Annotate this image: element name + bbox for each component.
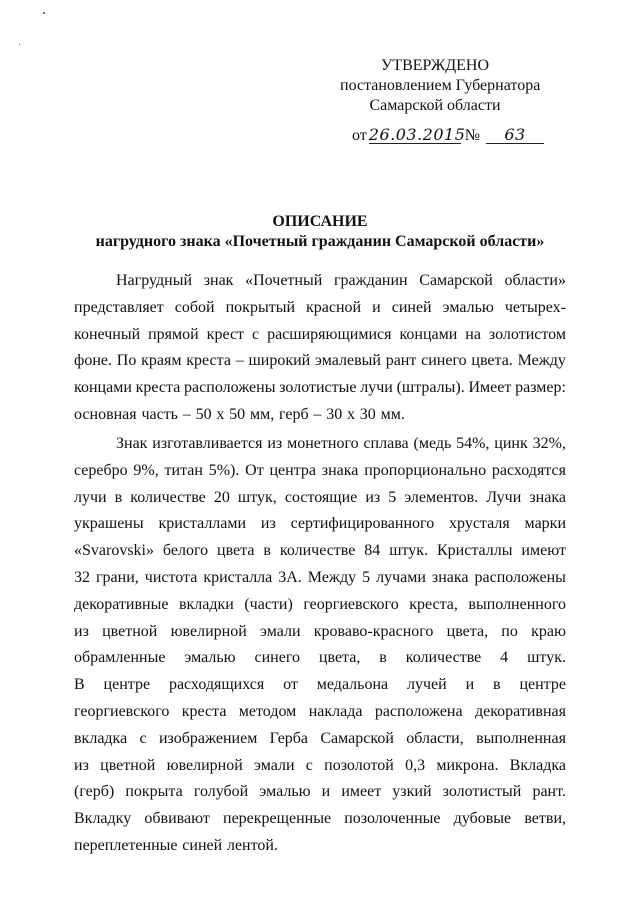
text-line: конечный прямой крест с расширяющимися концами на золотистом	[74, 325, 566, 343]
approved-title: УТВЕРЖДЕНО	[380, 57, 489, 74]
text-line: переплетенные синей лентой.	[74, 836, 278, 854]
handwritten-number: 63	[486, 126, 544, 144]
date-prefix: от	[352, 127, 367, 144]
paragraph-1	[74, 268, 566, 429]
text-line: основная часть – 50 х 50 мм, герб – 30 х 30 мм.	[74, 405, 405, 423]
text-line: лучи в количестве 20 штук, состоящие из 5 элементов. Лучи знака	[74, 488, 566, 506]
paragraph-2	[74, 431, 566, 860]
decree-date-line	[352, 126, 544, 145]
text-line: Вкладку обвивают перекрещенные позолоченные дубовые ветви,	[74, 810, 566, 828]
title-main: ОПИСАНИЕ	[272, 213, 368, 230]
text-line: «Svarovski» белого цвета в количестве 84 штук. Кристаллы имеют	[74, 542, 566, 560]
approved-by-line: постановлением Губернатора	[340, 77, 541, 94]
text-line: из цветной ювелирной эмали кроваво-красного цвета, по краю	[74, 622, 566, 640]
scan-speck	[19, 44, 20, 45]
approved-region-line: Самарской области	[369, 97, 501, 114]
text-line: вкладка с изображением Герба Самарской области, выполненная	[74, 729, 566, 747]
text-line: украшены кристаллами из сертифицированного хрусталя марки	[74, 515, 566, 533]
number-sign: №	[464, 127, 481, 144]
document-title	[60, 212, 580, 252]
approval-stamp	[340, 56, 541, 116]
text-line: Знак изготавливается из монетного сплава (медь 54%, цинк 32%,	[116, 435, 566, 452]
text-line: (герб) покрыта голубой эмалью и имеет узкий золотистый рант.	[74, 783, 566, 801]
text-line: Нагрудный знак «Почетный гражданин Самарской области»	[116, 272, 566, 289]
text-line: 32 грани, чистота кристалла 3А. Между 5 лучами знака расположены	[74, 568, 566, 586]
text-line: представляет собой покрытый красной и синей эмалью четырех-	[74, 298, 566, 316]
text-line: георгиевского креста методом наклада расположена декоративная	[74, 702, 566, 720]
text-line: концами креста расположены золотистые лучи (штралы). Имеет размер:	[74, 379, 566, 397]
text-line: декоративные вкладки (части) георгиевского креста, выполненного	[74, 595, 566, 613]
text-line: обрамленные эмалью синего цвета, в количестве 4 штук.	[74, 649, 566, 667]
handwritten-date: 26.03.2015	[368, 125, 466, 144]
text-line: из цветной ювелирной эмали с позолотой 0,3 микрона. Вкладка	[74, 756, 566, 774]
text-line: фоне. По краям креста – широкий эмалевый рант синего цвета. Между	[74, 352, 566, 370]
scan-speck	[43, 12, 45, 14]
text-line: серебро 9%, титан 5%). От центра знака пропорционально расходятся	[74, 461, 566, 479]
text-line: В центре расходящихся от медальона лучей и в центре	[74, 676, 566, 694]
title-subtitle: нагрудного знака «Почетный гражданин Самарской области»	[95, 233, 545, 250]
